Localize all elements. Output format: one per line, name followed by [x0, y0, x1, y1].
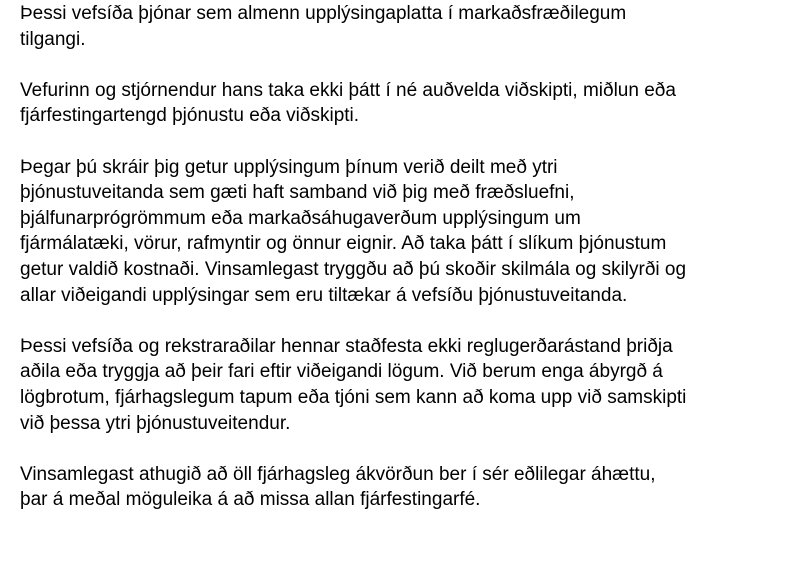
text-line: þjónustuveitanda sem gæti haft samband við þig með fræðsluefni,	[20, 182, 575, 204]
text-line: þjálfunarprógrömmum eða markaðsáhugaverðum upplýsingum um	[20, 207, 581, 229]
text-line: þar á meðal möguleika á að missa allan fjárfestingarfé.	[20, 489, 481, 511]
text-line: lögbrotum, fjárhagslegum tapum eða tjóni sem kann að koma upp við samskipti	[20, 386, 687, 408]
disclaimer-paragraph-3	[20, 155, 790, 309]
text-line: aðila eða tryggja að þeir fari eftir viðeigandi lögum. Við berum enga ábyrgð á	[20, 361, 663, 383]
text-line: Þessi vefsíða þjónar sem almenn upplýsingaplatta í markaðsfræðilegum	[20, 3, 627, 24]
text-line: Vinsamlegast athugið að öll fjárhagsleg ákvörðun ber í sér eðlilegar áhættu,	[20, 463, 656, 485]
text-line: fjárfestingartengd þjónustu eða viðskipti.	[20, 105, 360, 127]
disclaimer-text	[20, 1, 790, 538]
text-line: allar viðeigandi upplýsingar sem eru tiltækar á vefsíðu þjónustuveitanda.	[20, 284, 628, 306]
disclaimer-paragraph-5	[20, 462, 790, 513]
disclaimer-paragraph-4	[20, 334, 790, 436]
text-line: getur valdið kostnaði. Vinsamlegast tryggðu að þú skoðir skilmála og skilyrði og	[20, 258, 687, 280]
text-line: tilgangi.	[20, 28, 86, 50]
text-line: Þessi vefsíða og rekstraraðilar hennar staðfesta ekki reglugerðarástand þriðja	[20, 335, 673, 357]
disclaimer-paragraph-2	[20, 78, 790, 129]
text-line: Þegar þú skráir þig getur upplýsingum þínum verið deilt með ytri	[20, 156, 558, 178]
text-line: fjármálatæki, vörur, rafmyntir og önnur eignir. Að taka þátt í slíkum þjónustum	[20, 233, 667, 255]
disclaimer-paragraph-1	[20, 1, 790, 52]
text-line: við þessa ytri þjónustuveitendur.	[20, 412, 291, 434]
text-line: Vefurinn og stjórnendur hans taka ekki þátt í né auðvelda viðskipti, miðlun eða	[20, 79, 676, 101]
